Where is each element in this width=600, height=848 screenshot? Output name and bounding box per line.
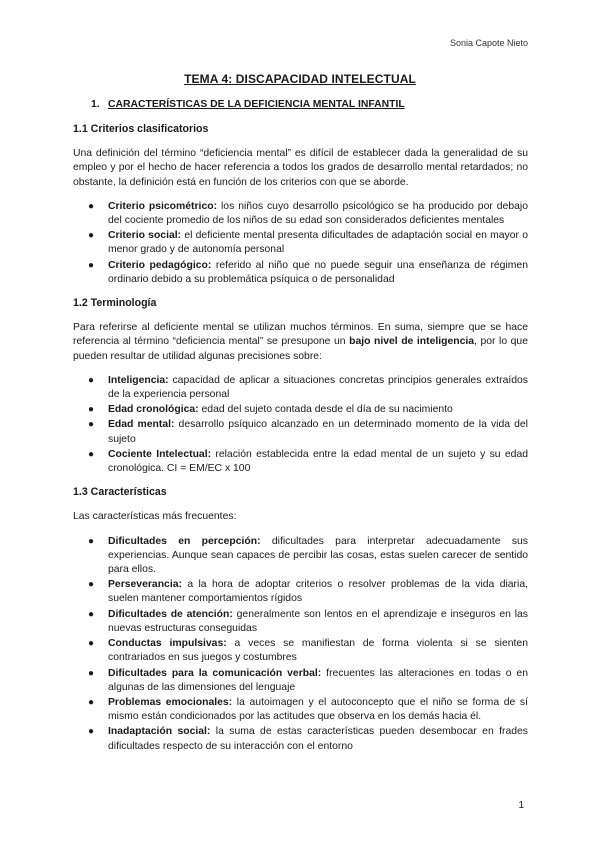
list-item-term: Conductas impulsivas:: [108, 638, 227, 650]
bullet-icon: ●: [88, 667, 95, 679]
list-item: [88, 229, 528, 257]
list-item-term: Problemas emocionales:: [108, 696, 233, 708]
list-item-term: Dificultades de atención:: [108, 608, 233, 620]
list-item-term: Edad mental:: [108, 419, 175, 431]
list-item-text: los niños cuyo desarrollo psicológico se ha producido por debajo del cociente promedio de los niños de su edad son considerados deficientes mentales: [108, 200, 528, 227]
bullet-icon: ●: [88, 404, 95, 416]
list-item: [88, 696, 528, 724]
list-item-text: desarrollo psíquico alcanzado en un determinado momento de la vida del sujeto: [108, 419, 528, 445]
list-item: [88, 725, 529, 753]
list-item: [88, 403, 528, 417]
list-item: [88, 637, 528, 665]
bullet-icon: ●: [88, 200, 95, 212]
section-1-number: 1.: [91, 99, 100, 110]
list-item: [88, 448, 529, 476]
list-item: [88, 608, 528, 636]
list-item-term: Criterio social:: [108, 230, 182, 242]
list-item-text: frecuentes las alteraciones en todas o en algunas de las dimensiones del lenguaje: [108, 667, 528, 693]
list-item-term: Dificultades en percepción:: [108, 535, 261, 547]
list-item-term: Inteligencia:: [108, 374, 169, 386]
bullet-icon: ●: [88, 638, 95, 650]
bullet-icon: ●: [88, 230, 95, 242]
bullet-icon: ●: [88, 696, 95, 708]
subsection-1-1-heading: 1.1 Criterios clasificatorios: [73, 123, 209, 135]
list-item-text: relación establecida entre la edad mental de un sujeto y su edad cronológica. CI = EM/EC x 100: [108, 448, 529, 475]
list-item-text: capacidad de aplicar a situaciones concretas principios generales extraídos de la experiencia personal: [108, 374, 528, 401]
subsection-1-2-heading: 1.2 Terminología: [73, 297, 157, 310]
list-item-text: a la hora de adoptar criterios o resolver problemas de la vida diaria, suelen mantener comportamientos rígidos: [108, 579, 528, 605]
subsection-1-3-heading: 1.3 Características: [73, 486, 167, 499]
list-item: [88, 418, 528, 446]
list-item-term: Cociente Intelectual:: [108, 448, 212, 460]
subsection-1-1-intro: Una definición del término “deficiencia mental” es difícil de establecer dada la generalidad de su empleo y por el hecho de hacer referencia a todos los grados de desarrollo mental retardados; no obstante, la definición está en función de los criterios con que se aborde.: [73, 148, 528, 188]
header-author: Sonia Capote Nieto: [449, 38, 528, 48]
list-item-text: generalmente son lentos en el aprendizaje e inseguros en las nuevas estructuras conseguidas: [108, 608, 528, 634]
bullet-icon: ●: [88, 374, 95, 386]
bullet-icon: ●: [88, 608, 95, 620]
section-1-title-text: CARACTERÍSTICAS DE LA DEFICIENCIA MENTAL INFANTIL: [108, 99, 405, 110]
characteristics-list: [73, 535, 528, 754]
intro-text: Para referirse al deficiente mental se utilizan muchos términos. En suma, siempre que se hace referencia al término “deficiencia mental” se presupone un: [73, 322, 528, 348]
intro-bold-text: bajo nivel de inteligencia: [349, 336, 475, 348]
list-item: [88, 578, 528, 606]
section-1-title: [91, 99, 405, 110]
document-title: TEMA 4: DISCAPACIDAD INTELECTUAL: [184, 72, 416, 86]
list-item-text: dificultades para interpretar adecuadamente sus experiencias. Aunque sean capaces de percibir las cosas, estas suelen carecer de sentido para ellos.: [108, 535, 528, 576]
list-item: [88, 535, 528, 578]
list-item-term: Criterio pedagógico:: [108, 259, 212, 271]
list-item-text: el deficiente mental presenta dificultades de adaptación social en mayor o menor grado y de autonomía personal: [108, 230, 528, 256]
bullet-icon: ●: [88, 259, 95, 271]
page-number: 1: [518, 800, 524, 811]
list-item-text: a veces se manifiestan de forma violenta si se sienten contrariados en sus juegos y costumbres: [108, 638, 528, 664]
list-item-text: la suma de estas características pueden desembocar en frades dificultades respecto de su interacción con el entorno: [108, 726, 529, 752]
list-item-term: Edad cronológica:: [108, 404, 199, 416]
intro-text-end: , por lo que pueden resultar de utilidad algunas precisiones sobre:: [73, 336, 528, 362]
bullet-icon: ●: [88, 419, 95, 431]
subsection-1-3-intro: Las características más frecuentes:: [73, 511, 237, 523]
list-item-term: Criterio psicométrico:: [108, 200, 218, 212]
list-item: [88, 374, 528, 402]
list-item-text: edad del sujeto contada desde el día de su nacimiento: [198, 404, 453, 416]
list-item-text: la autoimagen y el autoconcepto que el niño se forma de sí mismo están condicionados por las actitudes que observa en los demás hacia él.: [108, 696, 528, 723]
list-item: [88, 200, 528, 228]
bullet-icon: ●: [88, 726, 95, 738]
bullet-icon: ●: [88, 535, 95, 547]
bullet-icon: ●: [88, 448, 95, 460]
list-item-term: Perseverancia:: [108, 579, 182, 591]
list-item: [88, 259, 528, 287]
list-item-term: Dificultades para la comunicación verbal:: [108, 667, 322, 679]
document-body: [73, 122, 528, 763]
terminology-list: [73, 374, 528, 476]
subsection-1-2-intro: [73, 321, 528, 364]
criteria-list: [73, 200, 528, 287]
list-item-text: referido al niño que no puede seguir una enseñanza de régimen ordinario debido a su problemática psíquica o de personalidad: [108, 259, 528, 285]
bullet-icon: ●: [88, 579, 95, 591]
list-item-term: Inadaptación social:: [108, 726, 211, 738]
list-item: [88, 667, 528, 695]
